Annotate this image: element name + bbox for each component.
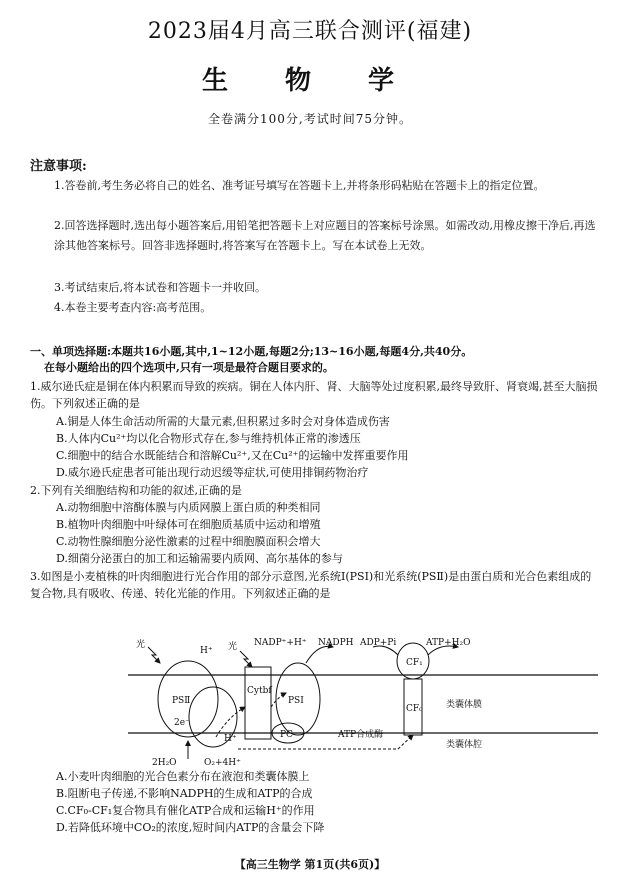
nadp-label: NADP⁺+H⁺ — [254, 638, 307, 648]
electron-label: 2e⁻ — [174, 718, 190, 728]
atp-synthase-label: ATP合成酶 — [338, 730, 384, 740]
water-label: 2H₂O — [152, 758, 177, 767]
exam-title: 2023届4月高三联合测评(福建) — [147, 19, 473, 44]
note-item-3: 3.考试结束后,将本试卷和答题卡一并收回。 — [54, 281, 266, 294]
psii-label: PSⅡ — [172, 696, 191, 706]
light-label-1: 光 — [136, 640, 146, 650]
question-3-option-b: B.阻断电子传递,不影响NADPH的生成和ATP的合成 — [56, 787, 313, 800]
h-plus-bottom-label: H⁺ — [224, 734, 237, 744]
cf1-label: CF₁ — [406, 658, 423, 668]
question-1-stem: 1.威尔逊氏症是铜在体内积累而导致的疾病。铜在人体内肝、肾、大脑等处过度积累,最终导致肝、肾衰竭,甚至大脑损伤。下列叙述正确的是 — [30, 380, 598, 410]
question-1-option-d: D.威尔逊氏症患者可能出现行动迟缓等症状,可使用排铜药物治疗 — [56, 466, 369, 479]
light-label-2: 光 — [228, 642, 238, 652]
diagram-canvas — [128, 637, 598, 767]
question-1-option-a: A.铜是人体生命活动所需的大量元素,但积累过多时会对身体造成伤害 — [56, 415, 390, 428]
h-plus-top-label: H⁺ — [200, 646, 213, 656]
nadph-arrow — [306, 646, 333, 663]
section-heading: 一、单项选择题:本题共16小题,其中,1~12小题,每题2分;13~16小题,每题4分,共40分。 — [30, 345, 473, 358]
photosynthesis-diagram — [128, 637, 598, 767]
subject-title: 生 物 学 — [201, 66, 419, 96]
question-2-option-a: A.动物细胞中溶酶体膜与内质网膜上蛋白质的种类相同 — [56, 501, 321, 514]
notes-heading: 注意事项: — [30, 159, 87, 174]
question-2-stem: 2.下列有关细胞结构和功能的叙述,正确的是 — [30, 484, 242, 497]
electron-flow-2 — [271, 693, 286, 707]
proton-gradient-arrow — [238, 735, 413, 749]
cytbf-complex — [245, 667, 271, 739]
cytbf-label: Cytbf — [247, 686, 272, 696]
oxygen-label: O₂+4H⁺ — [204, 758, 241, 767]
question-2-option-c: C.动物性腺细胞分泌性激素的过程中细胞膜面积会增大 — [56, 535, 321, 548]
question-3-option-d: D.若降低环境中CO₂的浓度,短时间内ATP的含量会下降 — [56, 821, 325, 834]
membrane-label: 类囊体膜 — [446, 700, 483, 710]
note-item-1: 1.答卷前,考生务必将自己的姓名、准考证号填写在答题卡上,并将条形码粘贴在答题卡上的指定位置。 — [54, 179, 545, 192]
question-2-option-b: B.植物叶肉细胞中叶绿体可在细胞质基质中运动和增殖 — [56, 518, 321, 531]
light-arrow-2 — [240, 651, 252, 667]
page-footer: 【高三生物学 第1页(共6页)】 — [234, 858, 386, 871]
exam-info: 全卷满分100分,考试时间75分钟。 — [208, 112, 412, 126]
nadph-label: NADPH — [318, 638, 354, 648]
light-arrow-1 — [148, 647, 160, 663]
question-3-stem: 3.如图是小麦植株的叶肉细胞进行光合作用的部分示意图,光系统Ⅰ(PSⅠ)和光系统(PSⅡ)是由蛋白质和光合色素组成的复合物,具有吸收、传递、转化光能的作用。下列叙述正确的是 — [30, 570, 592, 600]
section-heading-line2: 在每小题给出的四个选项中,只有一项是最符合题目要求的。 — [44, 361, 334, 374]
lumen-label: 类囊体腔 — [446, 740, 483, 750]
question-3-option-a: A.小麦叶肉细胞的光合色素分布在液泡和类囊体膜上 — [56, 770, 310, 783]
cf0-label: CF₀ — [406, 704, 423, 714]
question-1-option-c: C.细胞中的结合水既能结合和溶解Cu²⁺,又在Cu²⁺的运输中发挥重要作用 — [56, 449, 409, 462]
pc-label: PC — [280, 730, 293, 740]
atp-h2o-label: ATP+H₂O — [426, 638, 471, 648]
question-2-option-d: D.细菌分泌蛋白的加工和运输需要内质网、高尔基体的参与 — [56, 552, 343, 565]
note-item-2: 2.回答选择题时,选出每小题答案后,用铅笔把答题卡上对应题目的答案标号涂黑。如需改动,用橡皮擦干净后,再选涂其他答案标号。回答非选择题时,将答案写在答题卡上。写在本试卷上无效。 — [54, 219, 596, 252]
question-1-option-b: B.人体内Cu²⁺均以化合物形式存在,参与维持机体正常的渗透压 — [56, 432, 361, 445]
psi-label: PSⅠ — [288, 696, 304, 706]
note-item-4: 4.本卷主要考查内容:高考范围。 — [54, 301, 212, 314]
question-3-option-c: C.CF₀-CF₁复合物具有催化ATP合成和运输H⁺的作用 — [56, 804, 315, 817]
adp-pi-label: ADP+Pi — [360, 638, 397, 648]
